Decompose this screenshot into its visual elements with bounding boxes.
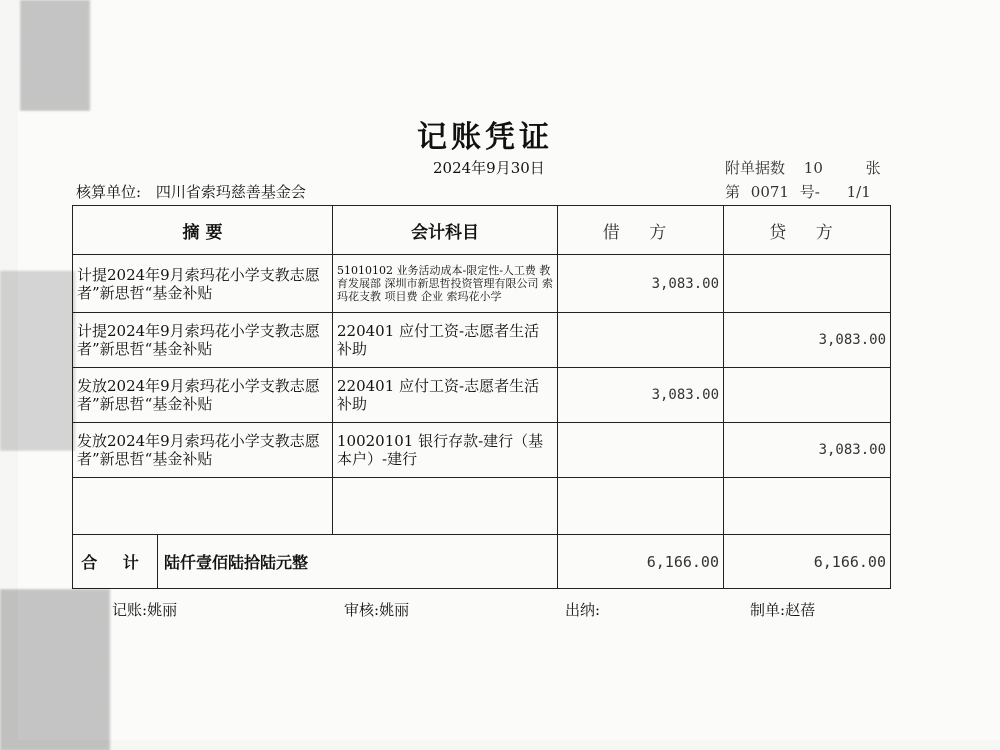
bookkeeper-label: 记账: bbox=[112, 601, 148, 619]
row-summary: 计提2024年9月索玛花小学支教志愿者”新思哲“基金补贴 bbox=[73, 313, 333, 368]
number-prefix: 第 bbox=[725, 183, 741, 201]
number-value: 0071 bbox=[750, 183, 789, 201]
attachment-label: 附单据数 bbox=[725, 159, 786, 177]
table-header-row bbox=[73, 206, 891, 255]
table-row bbox=[73, 368, 891, 423]
preparer-label: 制单: bbox=[750, 601, 786, 619]
voucher-date: 2024年9月30日 bbox=[433, 159, 545, 177]
voucher-title: 记账凭证 bbox=[417, 120, 553, 155]
voucher-table bbox=[72, 205, 891, 589]
table-row bbox=[73, 423, 891, 478]
row-subject: 10020101 银行存款-建行（基本户）-建行 bbox=[333, 423, 558, 478]
bookkeeper-signature bbox=[112, 599, 177, 620]
row-credit: 3,083.00 bbox=[724, 313, 891, 368]
row-subject bbox=[333, 478, 558, 535]
table-row bbox=[73, 255, 891, 313]
accounting-unit bbox=[76, 181, 306, 202]
table-row-empty bbox=[73, 478, 891, 535]
total-row bbox=[73, 535, 891, 589]
row-subject: 51010102 业务活动成本-限定性-人工费 教育发展部 深圳市新思哲投资管理有限公司 索玛花支教 项目费 企业 索玛花小学 bbox=[333, 255, 558, 313]
table-row bbox=[73, 313, 891, 368]
header-subject: 会计科目 bbox=[333, 206, 558, 255]
row-subject: 220401 应付工资-志愿者生活补助 bbox=[333, 313, 558, 368]
total-amount-words: 陆仟壹佰陆拾陆元整 bbox=[164, 553, 309, 572]
header-summary: 摘 要 bbox=[73, 206, 333, 255]
row-summary: 发放2024年9月索玛花小学支教志愿者”新思哲“基金补贴 bbox=[73, 423, 333, 478]
attachment-count bbox=[725, 157, 881, 178]
bookkeeper-name: 姚丽 bbox=[147, 601, 178, 619]
row-summary: 计提2024年9月索玛花小学支教志愿者”新思哲“基金补贴 bbox=[73, 255, 333, 313]
preparer-signature bbox=[750, 599, 815, 620]
reviewer-label: 审核: bbox=[344, 601, 380, 619]
row-credit: 3,083.00 bbox=[724, 423, 891, 478]
voucher-number bbox=[725, 181, 871, 202]
reviewer-name: 姚丽 bbox=[379, 601, 410, 619]
row-debit bbox=[558, 423, 724, 478]
preparer-name: 赵蓓 bbox=[785, 601, 816, 619]
total-credit: 6,166.00 bbox=[724, 535, 891, 589]
number-suffix: 号- bbox=[799, 183, 820, 201]
total-debit: 6,166.00 bbox=[558, 535, 724, 589]
attachment-unit: 张 bbox=[865, 159, 881, 177]
row-credit bbox=[724, 255, 891, 313]
row-credit bbox=[724, 478, 891, 535]
row-subject: 220401 应付工资-志愿者生活补助 bbox=[333, 368, 558, 423]
row-summary: 发放2024年9月索玛花小学支教志愿者”新思哲“基金补贴 bbox=[73, 368, 333, 423]
total-label: 合 计 bbox=[73, 535, 158, 588]
unit-name: 四川省索玛慈善基金会 bbox=[155, 183, 306, 201]
page-count: 1/1 bbox=[846, 183, 871, 201]
total-cell bbox=[73, 535, 558, 589]
reviewer-signature bbox=[344, 599, 409, 620]
row-debit bbox=[558, 478, 724, 535]
attachment-number: 10 bbox=[803, 159, 823, 177]
unit-label: 核算单位: bbox=[76, 183, 142, 201]
row-debit bbox=[558, 313, 724, 368]
row-debit: 3,083.00 bbox=[558, 368, 724, 423]
header-debit: 借 方 bbox=[558, 206, 724, 255]
cashier-label: 出纳: bbox=[565, 601, 601, 619]
row-debit: 3,083.00 bbox=[558, 255, 724, 313]
row-summary bbox=[73, 478, 333, 535]
row-credit bbox=[724, 368, 891, 423]
cashier-signature bbox=[565, 599, 600, 620]
header-credit: 贷 方 bbox=[724, 206, 891, 255]
